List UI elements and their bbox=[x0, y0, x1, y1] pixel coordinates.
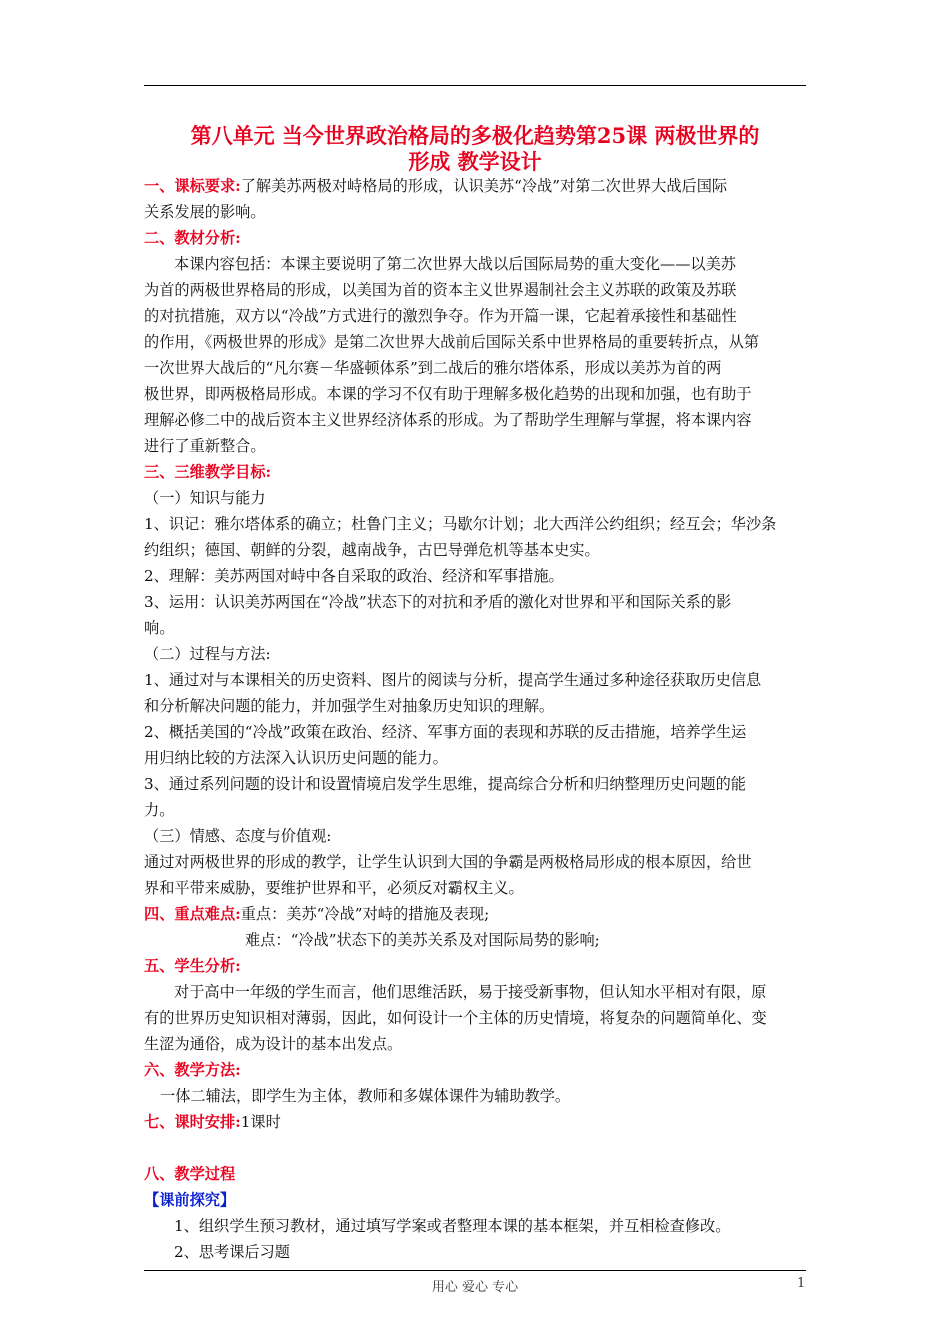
section-4-line bbox=[144, 903, 808, 925]
section-2-text: 为首的两极世界格局的形成，以美国为首的资本主义世界遏制社会主义苏联的政策及苏联 bbox=[144, 281, 737, 299]
section-5-text: 对于高中一年级的学生而言，他们思维活跃，易于接受新事物，但认知水平相对有限，原 bbox=[174, 983, 767, 1001]
section-2-text: 进行了重新整合。 bbox=[144, 437, 266, 455]
section-4-text: 难点：“冷战”状态下的美苏关系及对国际局势的影响; bbox=[245, 931, 600, 949]
section-4-heading: 四、重点难点: bbox=[144, 905, 241, 923]
section-8-text: 2、思考课后习题 bbox=[174, 1243, 290, 1261]
doc-title-line2: 形成 教学设计 bbox=[408, 149, 542, 174]
header-rule bbox=[144, 85, 806, 86]
section-1-text: 关系发展的影响。 bbox=[144, 203, 266, 221]
section-6-heading: 六、教学方法: bbox=[144, 1061, 241, 1079]
section-3-text: 2、概括美国的“冷战”政策在政治、经济、军事方面的表现和苏联的反击措施，培养学生运 bbox=[144, 723, 747, 741]
section-3-text: 用归纳比较的方法深入认识历史问题的能力。 bbox=[144, 749, 448, 767]
section-8-heading: 八、教学过程 bbox=[144, 1165, 236, 1183]
section-2-text: 理解必修二中的战后资本主义世界经济体系的形成。为了帮助学生理解与掌握，将本课内容 bbox=[144, 411, 752, 429]
doc-title-line1: 第八单元 当今世界政治格局的多极化趋势第25课 两极世界的 bbox=[190, 123, 760, 148]
section-5-heading: 五、学生分析: bbox=[144, 957, 241, 975]
section-1-text: 了解美苏两极对峙格局的形成，认识美苏“冷战”对第二次世界大战后国际 bbox=[240, 177, 728, 195]
section-5-text: 有的世界历史知识相对薄弱，因此，如何设计一个主体的历史情境，将复杂的问题简单化、变 bbox=[144, 1009, 767, 1027]
section-3-text: 界和平带来威胁，要维护世界和平，必须反对霸权主义。 bbox=[144, 879, 524, 897]
section-3-text: 3、通过系列问题的设计和设置情境启发学生思维，提高综合分析和归纳整理历史问题的能 bbox=[144, 775, 746, 793]
section-1-line bbox=[144, 175, 808, 197]
section-2-text: 一次世界大战后的“凡尔赛－华盛顿体系”到二战后的雅尔塔体系，形成以美苏为首的两 bbox=[144, 359, 722, 377]
section-2-text: 本课内容包括：本课主要说明了第二次世界大战以后国际局势的重大变化——以美苏 bbox=[174, 255, 736, 273]
section-3-text: （三）情感、态度与价值观: bbox=[144, 827, 332, 845]
section-7-text: 1课时 bbox=[240, 1113, 281, 1131]
section-3-heading: 三、三维教学目标: bbox=[144, 463, 272, 481]
footer-text: 用心 爱心 专心 bbox=[431, 1280, 519, 1295]
section-3-text: 3、运用：认识美苏两国在“冷战”状态下的对抗和矛盾的激化对世界和平和国际关系的影 bbox=[144, 593, 732, 611]
section-2-text: 极世界，即两极格局形成。本课的学习不仅有助于理解多极化趋势的出现和加强，也有助于 bbox=[144, 385, 752, 403]
section-3-text: 约组织；德国、朝鲜的分裂，越南战争，古巴导弹危机等基本史实。 bbox=[144, 541, 600, 559]
section-1-heading: 一、课标要求: bbox=[144, 177, 241, 195]
section-3-text: 1、通过对与本课相关的历史资料、图片的阅读与分析，提高学生通过多种途径获取历史信息 bbox=[144, 671, 762, 689]
section-7-heading: 七、课时安排: bbox=[144, 1113, 241, 1131]
section-3-text: 和分析解决问题的能力，并加强学生对抽象历史知识的理解。 bbox=[144, 697, 555, 715]
footer-rule bbox=[144, 1270, 806, 1271]
section-3-text: 1、识记：雅尔塔体系的确立；杜鲁门主义；马歇尔计划；北大西洋公约组织；经互会；华沙条 bbox=[144, 515, 777, 533]
section-2-text: 的作用，《两极世界的形成》是第二次世界大战前后国际关系中世界格局的重要转折点，从第 bbox=[144, 333, 760, 351]
section-8-subheading: 【课前探究】 bbox=[144, 1191, 236, 1209]
section-4-text: 重点：美苏“冷战”对峙的措施及表现; bbox=[240, 905, 490, 923]
section-6-text: 一体二辅法，即学生为主体，教师和多媒体课件为辅助教学。 bbox=[160, 1087, 571, 1105]
section-3-text: 2、理解：美苏两国对峙中各自采取的政治、经济和军事措施。 bbox=[144, 567, 564, 585]
section-3-text: 响。 bbox=[144, 619, 175, 637]
page-number: 1 bbox=[797, 1276, 806, 1291]
section-3-text: （二）过程与方法: bbox=[144, 645, 271, 663]
section-3-text: （一）知识与能力 bbox=[144, 489, 266, 507]
section-2-heading: 二、教材分析: bbox=[144, 229, 241, 247]
section-8-text: 1、组织学生预习教材，通过填写学案或者整理本课的基本框架，并互相检查修改。 bbox=[174, 1217, 731, 1235]
section-5-text: 生涩为通俗，成为设计的基本出发点。 bbox=[144, 1035, 403, 1053]
section-3-text: 通过对两极世界的形成的教学，让学生认识到大国的争霸是两极格局形成的根本原因，给世 bbox=[144, 853, 752, 871]
section-2-text: 的对抗措施，双方以“冷战”方式进行的激烈争夺。作为开篇一课，它起着承接性和基础性 bbox=[144, 307, 737, 325]
section-7-line bbox=[144, 1111, 808, 1133]
section-3-text: 力。 bbox=[144, 801, 175, 819]
